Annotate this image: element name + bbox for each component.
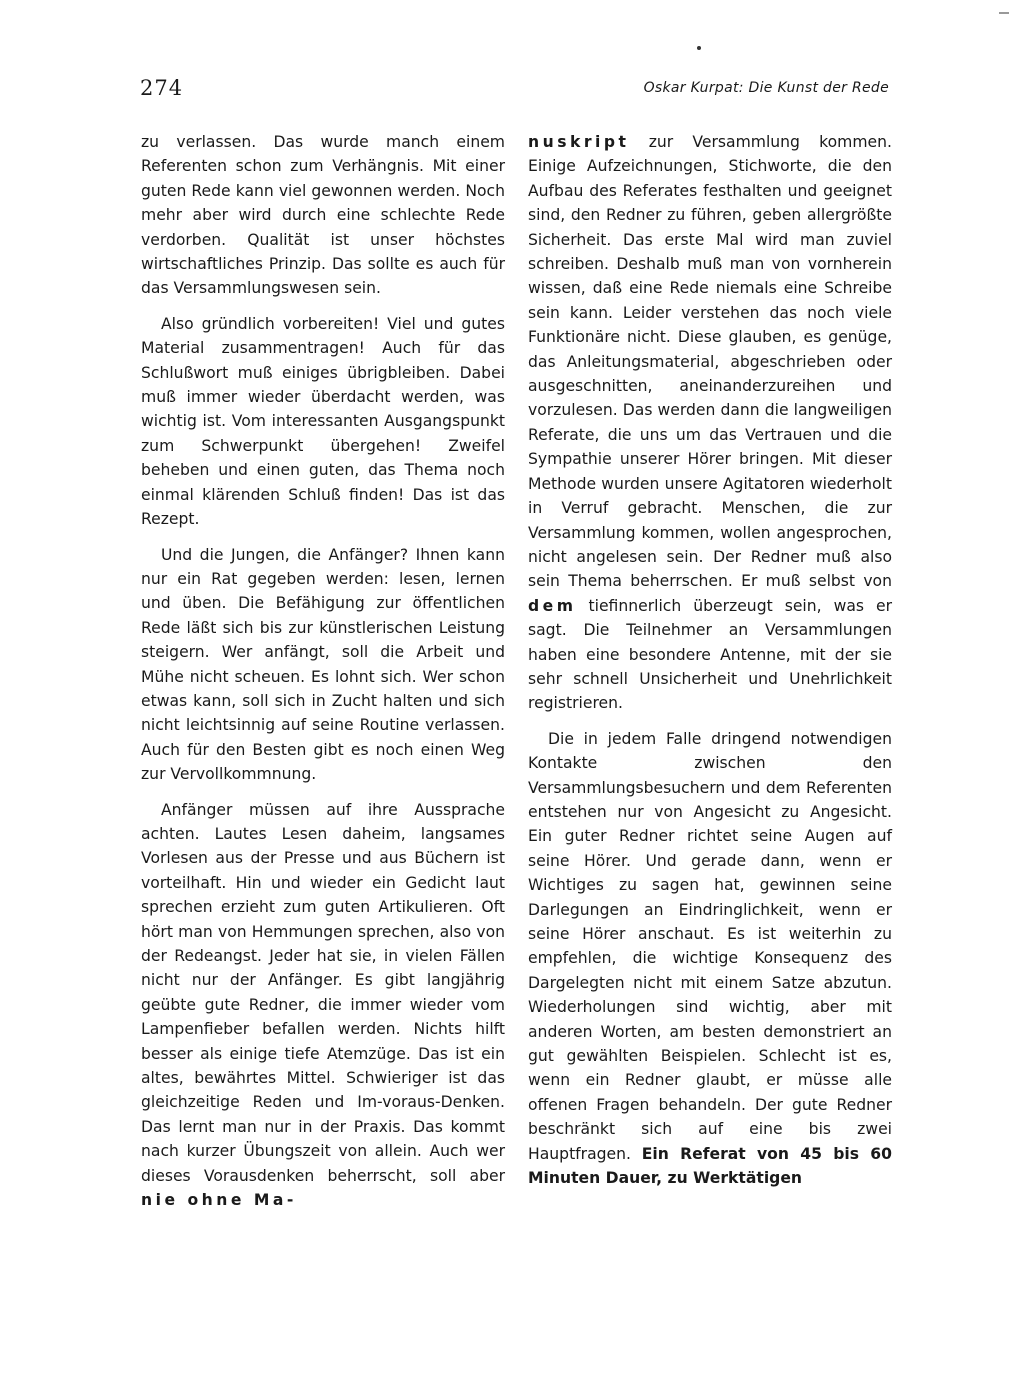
paragraph-text: Anfänger müssen auf ihre Aussprache achten. Lautes Lesen daheim, langsames Vorlesen aus der Presse und aus Büchern ist vorteilhaft. Hin und wieder ein Gedicht laut sprechen erzieht zum guten Artikulieren. Oft hört man von Hemmungen sprechen, also von der Redeangst. Jeder hat sie, in vielen Fällen nicht nur der Anfänger. Es gibt langjährig geübte gute Redner, die immer wieder vom Lampenfieber befallen werden. Nichts hilft besser als einige tiefe Atemzüge. Das ist ein altes, bewährtes Mittel. Schwieriger ist das gleichzeitige Reden und Im-voraus-Denken. Das lernt man nur in der Praxis. Das kommt nach kurzer Übungszeit von allein. Auch wer dieses Vorausdenken beherrscht, soll aber [141, 800, 505, 1185]
paragraph-text: zur Versammlung kommen. Einige Aufzeichnungen, Stichworte, die den Aufbau des Referates festhalten und geeignet sind, den Redner zu führen, geben allergrößte Sicherheit. Das erste Mal wird man zuviel schreiben. Deshalb muß man von vornherein wissen, daß eine Rede niemals eine Schreibe sein kann. Leider verstehen das noch viele Funktionäre nicht. Diese glauben, es genüge, das Anleitungsmaterial, abgeschrieben oder ausgeschnitten, aneinanderzureihen und vorzulesen. Das werden dann die langweiligen Referate, die uns um das Vertrauen und die Sympathie unserer Hörer bringen. Mit dieser Methode wurden unsere Agitatoren wiederholt in Verruf gebracht. Menschen, die zur Versammlung kommen, wollen angesprochen, nicht angelesen sein. Der Redner muß also sein Thema beherrschen. Er muß selbst von [528, 133, 892, 591]
paragraph: Also gründlich vorbereiten! Viel und gutes Material zusammentragen! Auch für das Schlußwort muß einiges übrigbleiben. Dabei muß immer wieder überdacht werden, was wichtig ist. Vom interessanten Ausgangspunkt zum Schwerpunkt übergehen! Zweifel beheben und einen guten, das Thema noch einmal klärenden Schluß finden! Das ist das Rezept. [141, 314, 505, 529]
emphasized-text: nie ohne Ma- [141, 1191, 297, 1210]
emphasized-text: nuskript [528, 133, 630, 151]
paragraph [528, 727, 892, 1191]
paragraph-text: tiefinnerlich überzeugt sein, was er sagt. Die Teilnehmer an Versammlungen haben eine besondere Antenne, mit der sie sehr schnell Unsicherheit und Unehrlichkeit registrieren. [528, 596, 892, 713]
running-head: Oskar Kurpat: Die Kunst der Rede [643, 80, 889, 96]
bold-text: Ein Referat von 45 bis 60 Minuten Dauer, zu Werktätigen [528, 1144, 892, 1188]
paragraph: Und die Jungen, die Anfänger? Ihnen kann nur ein Rat gegeben werden: lesen, lernen und üben. Die Befähigung zur öffentlichen Rede läßt sich bis zur künstlerischen Leistung steigern. Wer anfängt, soll die Arbeit und Mühe nicht scheuen. Es lohnt sich. Wer schon etwas kann, soll sich in Zucht halten und sich nicht leichtsinnig auf seine Routine verlassen. Auch für den Besten gibt es noch einen Weg zur Vervollkommnung. [141, 545, 505, 784]
emphasized-text: dem [528, 596, 577, 615]
paragraph-text: Die in jedem Falle dringend notwendigen Kontakte zwischen den Versammlungsbesuchern und dem Referenten entstehen nur von Angesicht zu Angesicht. Ein guter Redner richtet seine Augen auf seine Hörer. Und gerade dann, wenn er Wichtiges zu sagen hat, gewinnen seine Darlegungen an Eindringlichkeit, wenn er seine Hörer anschaut. Es ist weiterhin zu empfehlen, die wichtige Konsequenz des Dargelegten nicht mit einem Satze abzutun. Wiederholungen sind wichtig, aber mit anderen Worten, am besten demonstriert an gut gewählten Beispielen. Schlecht ist es, wenn ein Redner glaubt, er müsse alle offenen Fragen behandeln. Der gute Redner beschränkt sich auf eine bis zwei Hauptfragen. [528, 729, 892, 1163]
right-column [528, 130, 892, 1201]
paragraph [141, 798, 505, 1213]
paragraph [528, 130, 892, 716]
paragraph: zu verlassen. Das wurde manch einem Referenten schon zum Verhängnis. Mit einer guten Rede kann viel gewonnen werden. Noch mehr aber wird durch eine schlechte Rede verdorben. Qualität ist unser höchstes wirtschaftliches Prinzip. Das sollte es auch für das Versammlungswesen sein. [141, 133, 505, 298]
print-speck [697, 46, 701, 50]
print-speck [999, 12, 1009, 14]
page-number: 274 [140, 76, 184, 100]
left-column [141, 130, 505, 1223]
